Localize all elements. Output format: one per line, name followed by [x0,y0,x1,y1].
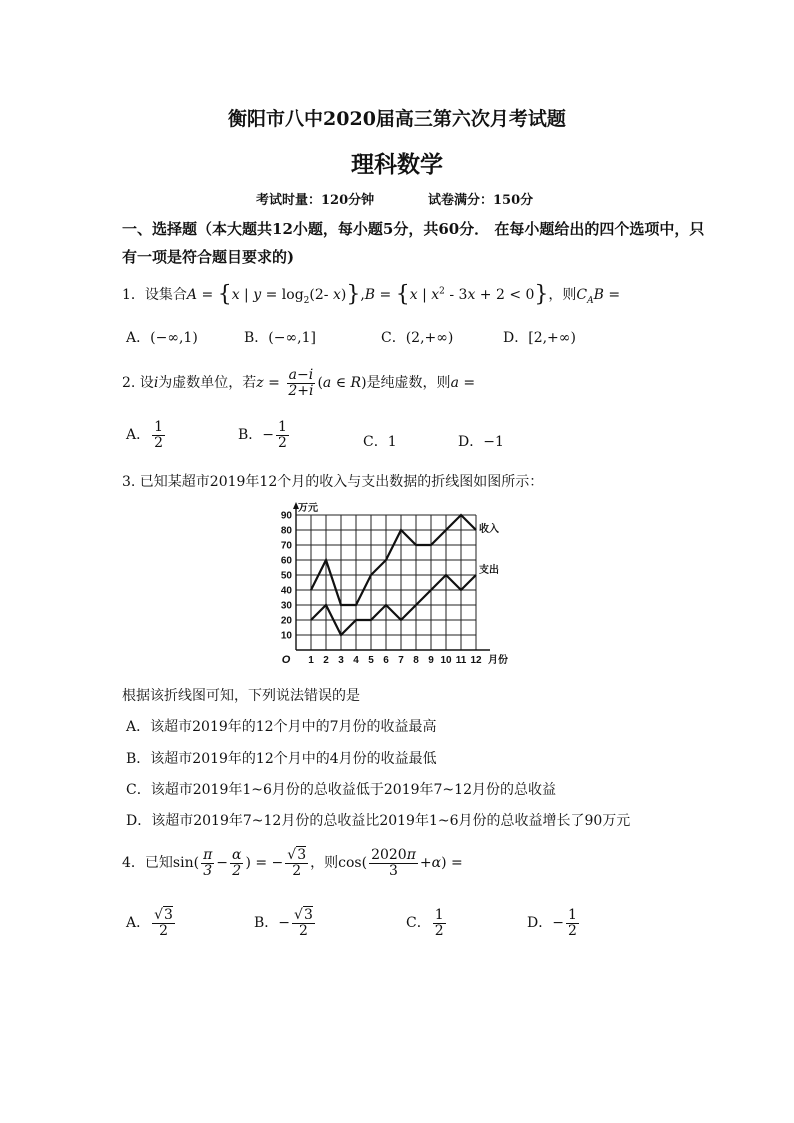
question-4-stem: 4．已知sin( $\frac{\pi}{3}$ − $\frac{\alpha}{2}$ ) = − $\frac{√3}{2}$ ，则cos( $\frac{2020\pi}{3}$ +α) = [122,847,463,879]
q4-option-a: A． $\frac{√3}{2}$ [126,907,173,939]
series-label: 收入 [479,524,499,535]
q4-option-b: B．− $\frac{√3}{2}$ [254,907,313,939]
q1-option-a: A．(−∞,1) [126,330,198,346]
section-heading-line2: 有一项是符合题目要求的) [122,248,295,266]
exam-title: 衡阳市八中2020届高三第六次月考试题 [228,108,566,130]
y-tick-label: 30 [280,600,292,612]
y-tick-label: 40 [280,585,292,597]
x-tick-label: 10 [440,655,452,666]
q4-option-c: C． $\frac{1}{2}$ [406,907,444,939]
x-tick-label: 1 [308,655,314,666]
q2-option-a: A． $\frac{1}{2}$ [126,419,164,451]
q2-prefix: 2. 设 [122,375,154,392]
x-tick-label: 7 [398,655,404,666]
y-tick-label: 10 [280,630,292,642]
income-expense-line-chart [272,500,542,670]
q3-option-b: B．该超市2019年的12个月中的4月份的收益最低 [126,751,437,767]
q1-set-a: A [186,287,198,303]
origin-label: O [281,654,291,666]
q2-option-c: C．1 [363,434,397,450]
q1-suffix: ，则 [548,287,577,303]
q1-option-c: C．(2,+∞) [381,330,454,346]
x-tick-label: 6 [383,655,389,666]
question-3-stem: 3. 已知某超市2019年12个月的收入与支出数据的折线图如图所示： [122,474,544,490]
y-tick-label: 60 [280,555,292,567]
y-tick-label: 80 [280,525,292,537]
x-tick-label: 9 [428,655,434,666]
y-axis-label: 万元 [298,503,318,514]
x-tick-label: 11 [455,655,467,666]
section-heading-line1: 一、选择题（本大题共12小题，每小题5分，共60分． 在每小题给出的四个选项中，只 [122,220,705,238]
y-tick-label: 50 [280,570,292,582]
q2-option-b: B．− $\frac{1}{2}$ [238,419,287,451]
question-1-stem: 1．设集合A = {x | $y = \log_2(2-$ x)},B = {x | $x^2 - 3x + 2 < 0$}，则$C_AB$ = [122,282,621,307]
exam-time: 考试时量：120分钟 [256,193,375,208]
x-tick-label: 12 [470,655,482,666]
q3-option-d: D．该超市2019年7~12月份的总收益比2019年1~6月份的总收益增长了90万元 [126,813,631,829]
x-tick-label: 4 [353,655,359,666]
question-3-followup: 根据该折线图可知，下列说法错误的是 [122,688,360,704]
x-axis-label: 月份 [488,655,508,666]
q3-option-c: C．该超市2019年1~6月份的总收益低于2019年7~12月份的总收益 [126,782,556,798]
x-tick-label: 2 [323,655,329,666]
q1-prefix: 1．设集合 [122,287,187,303]
q2-option-d: D．−1 [458,434,504,450]
y-tick-label: 20 [280,615,292,627]
question-2-stem: 2. 设i为虚数单位，若z = $\frac{a-i}{2+i}$ (a ∈ R)是纯虚数，则a = [122,367,476,399]
x-tick-label: 5 [368,655,374,666]
subject-title: 理科数学 [351,151,443,178]
q1-option-b: B．(−∞,1] [244,330,316,346]
x-tick-label: 3 [338,655,344,666]
y-tick-label: 70 [280,540,292,552]
q4-option-d: D．− $\frac{1}{2}$ [527,907,577,939]
series-label: 支出 [479,565,499,576]
exam-score: 试卷满分：150分 [428,193,534,208]
x-tick-label: 8 [413,655,419,666]
y-tick-label: 90 [280,510,292,522]
q1-option-d: D．[2,+∞) [503,330,576,346]
q3-option-a: A．该超市2019年的12个月中的7月份的收益最高 [126,719,437,735]
